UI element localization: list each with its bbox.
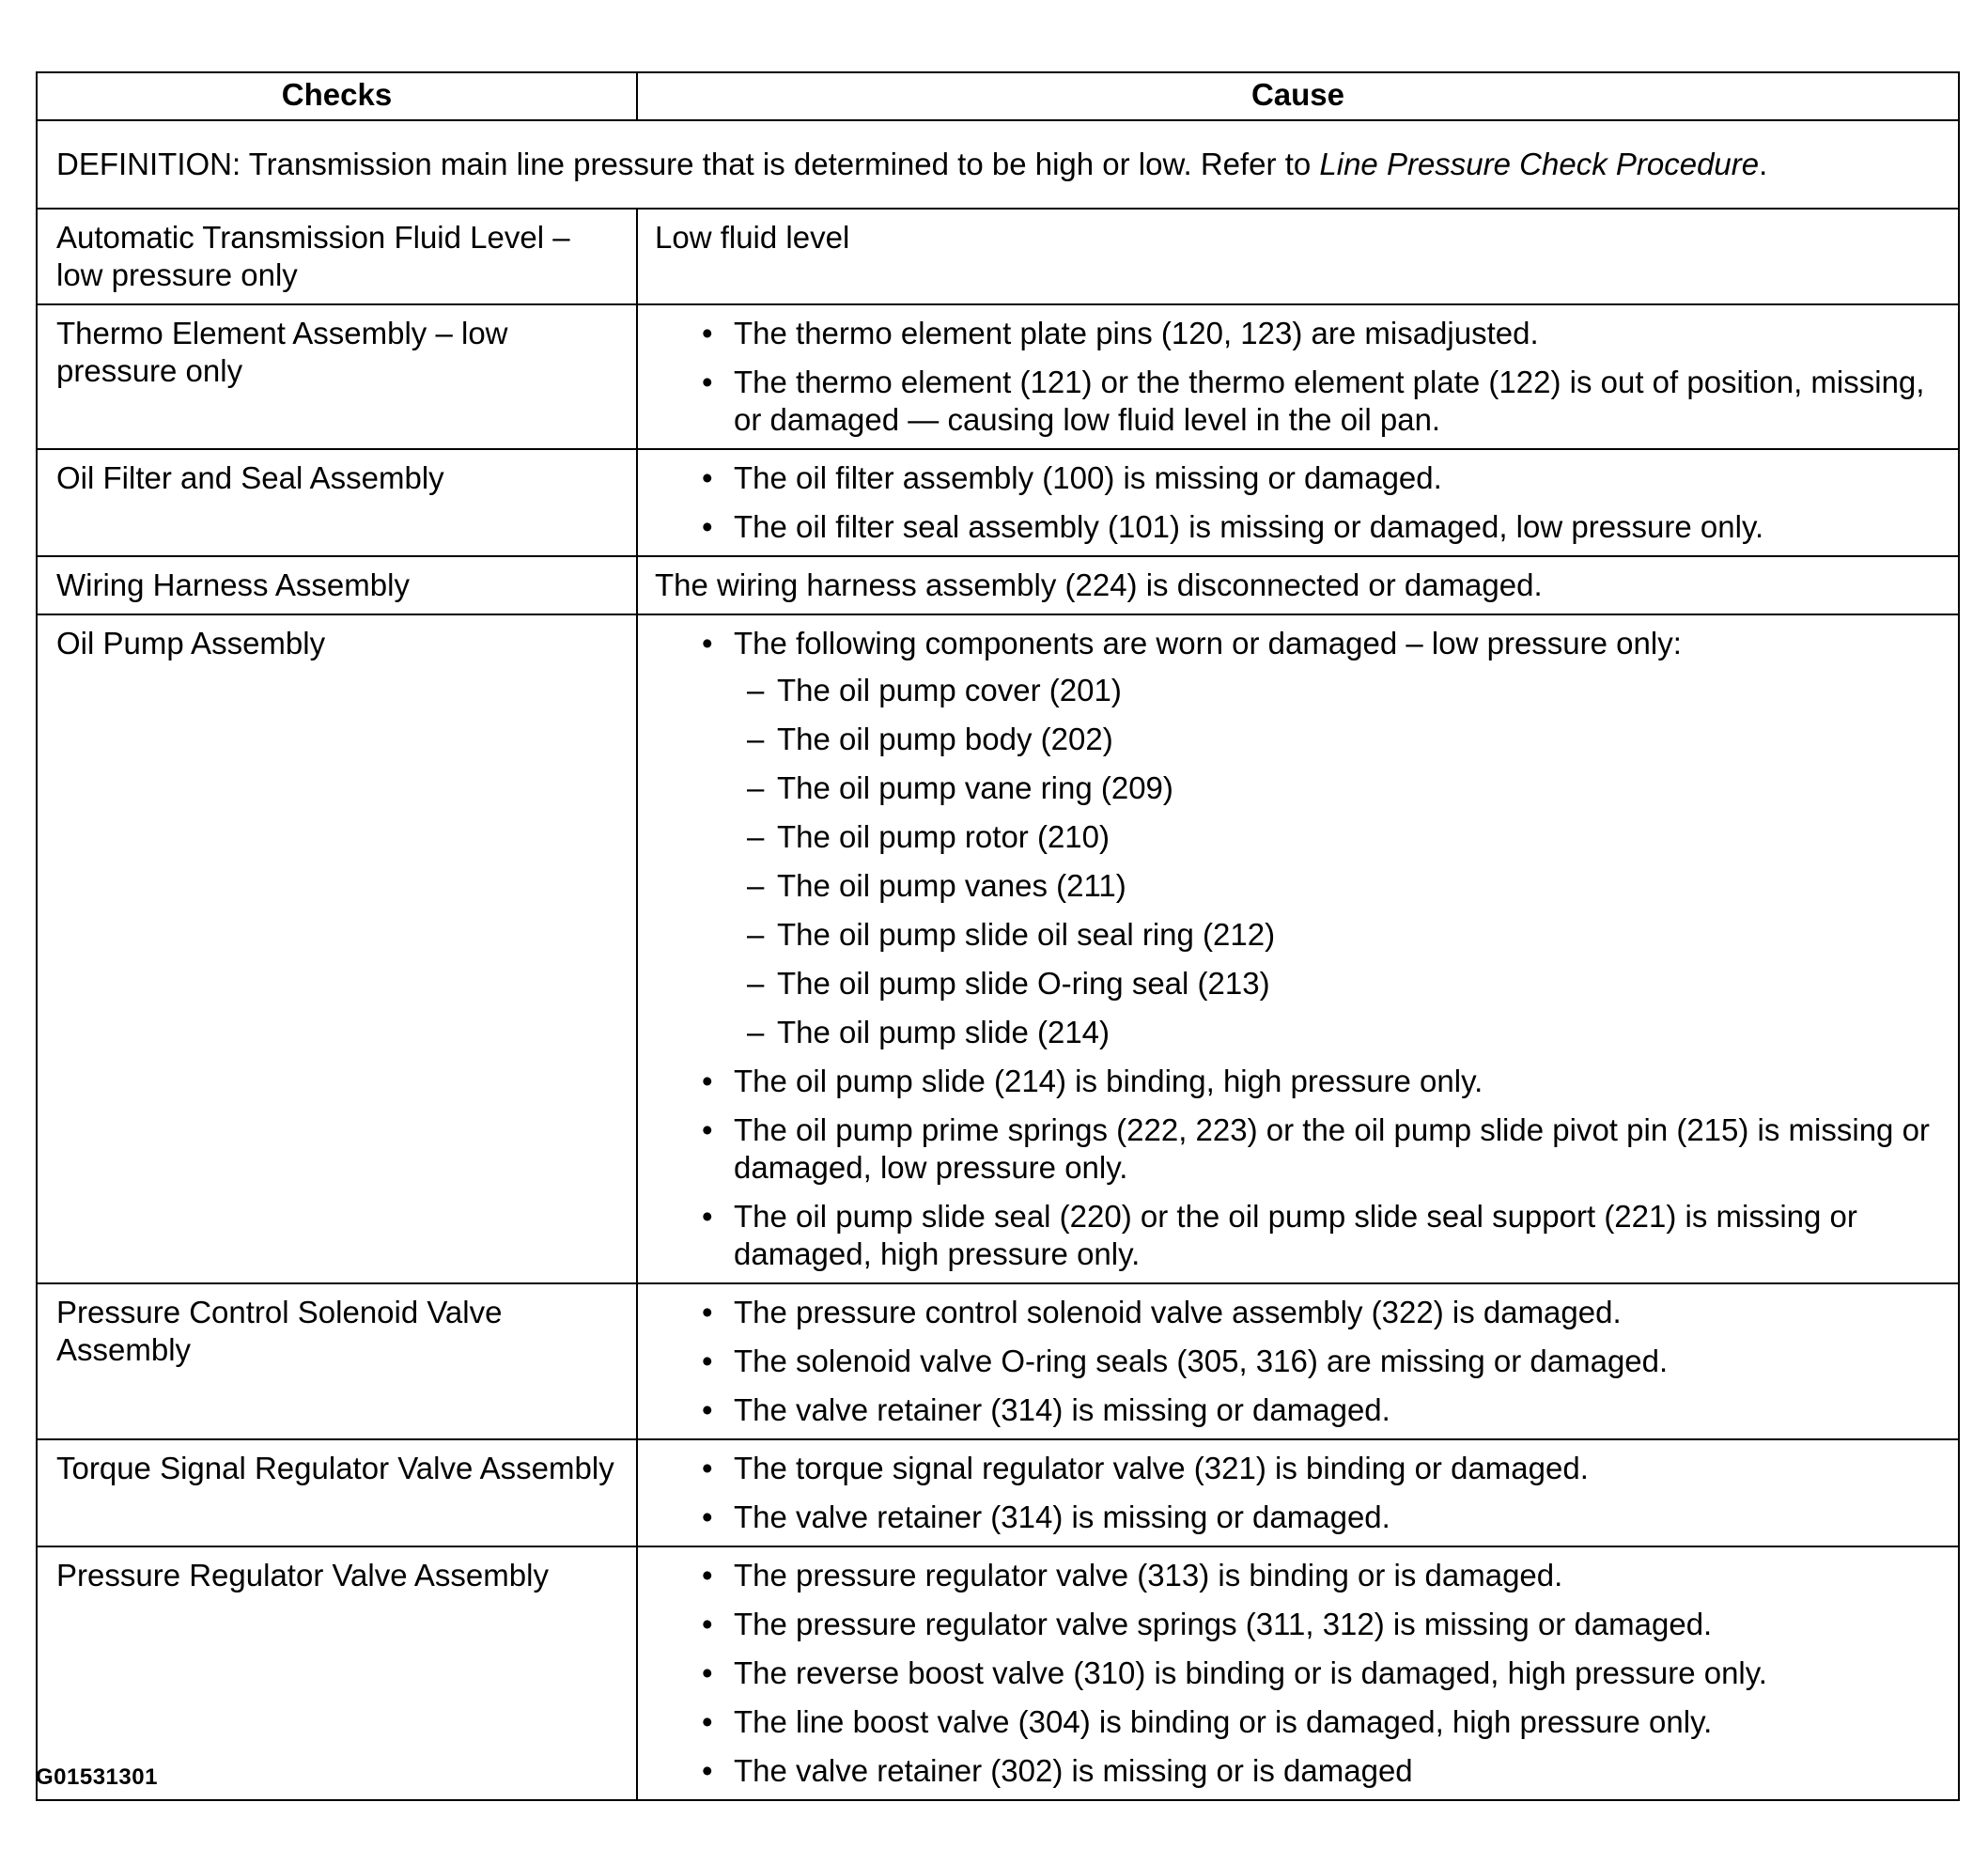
- check-cell: Oil Pump Assembly: [37, 614, 637, 1283]
- component-item: – The oil pump cover (201): [747, 672, 1945, 709]
- cause-bullet: [702, 1557, 1945, 1594]
- cause-bullet-text: The valve retainer (302) is missing or is damaged: [734, 1753, 1413, 1788]
- cause-bullet-text: The valve retainer (314) is missing or damaged.: [734, 1499, 1390, 1534]
- table-row: [37, 209, 1959, 304]
- check-cell: Torque Signal Regulator Valve Assembly: [37, 1439, 637, 1546]
- check-cell: Pressure Control Solenoid Valve Assembly: [37, 1283, 637, 1439]
- cause-cell: [637, 449, 1959, 556]
- cause-bullet: [702, 1655, 1945, 1692]
- table-row: [37, 1439, 1959, 1546]
- cause-list: [655, 625, 1945, 1273]
- cause-header: Cause: [637, 72, 1959, 120]
- cause-bullet-text: The pressure control solenoid valve assembly (322) is damaged.: [734, 1295, 1622, 1329]
- cause-bullet-text: The reverse boost valve (310) is binding or is damaged, high pressure only.: [734, 1655, 1767, 1690]
- cause-bullet-text: The thermo element (121) or the thermo element plate (122) is out of position, missing, or damaged — causing low fluid level in the oil pan.: [734, 365, 1925, 437]
- table-row: [37, 304, 1959, 449]
- header-row: [37, 72, 1959, 120]
- definition-end: .: [1759, 147, 1768, 181]
- table-row: [37, 556, 1959, 614]
- cause-bullet-text: The oil pump slide seal (220) or the oil pump slide seal support (221) is missing or damaged, high pressure only.: [734, 1199, 1857, 1271]
- table-row: [37, 614, 1959, 1283]
- checks-cause-table: [36, 71, 1960, 1801]
- cause-cell: Low fluid level: [637, 209, 1959, 304]
- cause-bullet-text: The pressure regulator valve (313) is binding or is damaged.: [734, 1558, 1563, 1593]
- cause-bullet: [702, 364, 1945, 439]
- definition-row: [37, 120, 1959, 209]
- cause-cell: [637, 304, 1959, 449]
- cause-bullet-text: The pressure regulator valve springs (311, 312) is missing or damaged.: [734, 1607, 1713, 1641]
- cause-bullet-text: The line boost valve (304) is binding or is damaged, high pressure only.: [734, 1704, 1713, 1739]
- checks-header: Checks: [37, 72, 637, 120]
- cause-bullet: [702, 1343, 1945, 1380]
- cause-bullet: [702, 1703, 1945, 1741]
- component-item: – The oil pump body (202): [747, 721, 1945, 758]
- cause-list: [655, 1450, 1945, 1536]
- table-body: [37, 120, 1959, 1800]
- cause-bullet: [702, 1752, 1945, 1790]
- cause-bullet: [702, 625, 1945, 1051]
- cause-bullet: [702, 508, 1945, 546]
- cause-bullet: [702, 1294, 1945, 1331]
- table-row: [37, 1283, 1959, 1439]
- cause-cell: [637, 1283, 1959, 1439]
- cause-cell: [637, 614, 1959, 1283]
- cause-bullet-text: The oil filter assembly (100) is missing or damaged.: [734, 460, 1442, 495]
- cause-list: [655, 1557, 1945, 1790]
- table-row: [37, 1546, 1959, 1800]
- component-item: – The oil pump vanes (211): [747, 867, 1945, 905]
- component-item: – The oil pump slide oil seal ring (212): [747, 916, 1945, 954]
- cause-cell: [637, 1546, 1959, 1800]
- cause-bullet-text: The oil pump prime springs (222, 223) or the oil pump slide pivot pin (215) is missing or damaged, low pressure only.: [734, 1112, 1930, 1185]
- check-cell: Pressure Regulator Valve Assembly: [37, 1546, 637, 1800]
- cause-cell: The wiring harness assembly (224) is disconnected or damaged.: [637, 556, 1959, 614]
- definition-link[interactable]: Line Pressure Check Procedure: [1319, 147, 1760, 181]
- cause-bullet-text: The following components are worn or damaged – low pressure only:: [734, 626, 1682, 660]
- cause-bullet-text: The solenoid valve O-ring seals (305, 316) are missing or damaged.: [734, 1344, 1669, 1378]
- check-cell: Wiring Harness Assembly: [37, 556, 637, 614]
- cause-bullet: [702, 1391, 1945, 1429]
- cause-bullet: [702, 1606, 1945, 1643]
- cause-bullet: [702, 1111, 1945, 1187]
- cause-cell: [637, 1439, 1959, 1546]
- cause-bullet-text: The valve retainer (314) is missing or damaged.: [734, 1392, 1390, 1427]
- component-list: [734, 672, 1945, 1051]
- cause-bullet-text: The oil filter seal assembly (101) is missing or damaged, low pressure only.: [734, 509, 1764, 544]
- cause-bullet: [702, 1450, 1945, 1487]
- cause-bullet: [702, 1499, 1945, 1536]
- component-item: – The oil pump slide O-ring seal (213): [747, 965, 1945, 1002]
- cause-list: [655, 315, 1945, 439]
- cause-bullet-text: The oil pump slide (214) is binding, high pressure only.: [734, 1064, 1483, 1098]
- check-cell: Automatic Transmission Fluid Level – low pressure only: [37, 209, 637, 304]
- cause-list: [655, 1294, 1945, 1429]
- component-item: – The oil pump slide (214): [747, 1014, 1945, 1051]
- table-row: [37, 449, 1959, 556]
- component-item: – The oil pump rotor (210): [747, 818, 1945, 856]
- definition-cell: [37, 120, 1959, 209]
- check-cell: Oil Filter and Seal Assembly: [37, 449, 637, 556]
- cause-bullet: [702, 459, 1945, 497]
- figure-code: G01531301: [36, 1764, 158, 1790]
- cause-bullet-text: The thermo element plate pins (120, 123) are misadjusted.: [734, 316, 1539, 350]
- component-item: – The oil pump vane ring (209): [747, 769, 1945, 807]
- cause-bullet-text: The torque signal regulator valve (321) is binding or damaged.: [734, 1451, 1589, 1485]
- check-cell: Thermo Element Assembly – low pressure only: [37, 304, 637, 449]
- cause-bullet: [702, 315, 1945, 352]
- cause-list: [655, 459, 1945, 546]
- cause-bullet: [702, 1198, 1945, 1273]
- cause-bullet: [702, 1063, 1945, 1100]
- definition-text: DEFINITION: Transmission main line pressure that is determined to be high or low. Refer to: [56, 147, 1320, 181]
